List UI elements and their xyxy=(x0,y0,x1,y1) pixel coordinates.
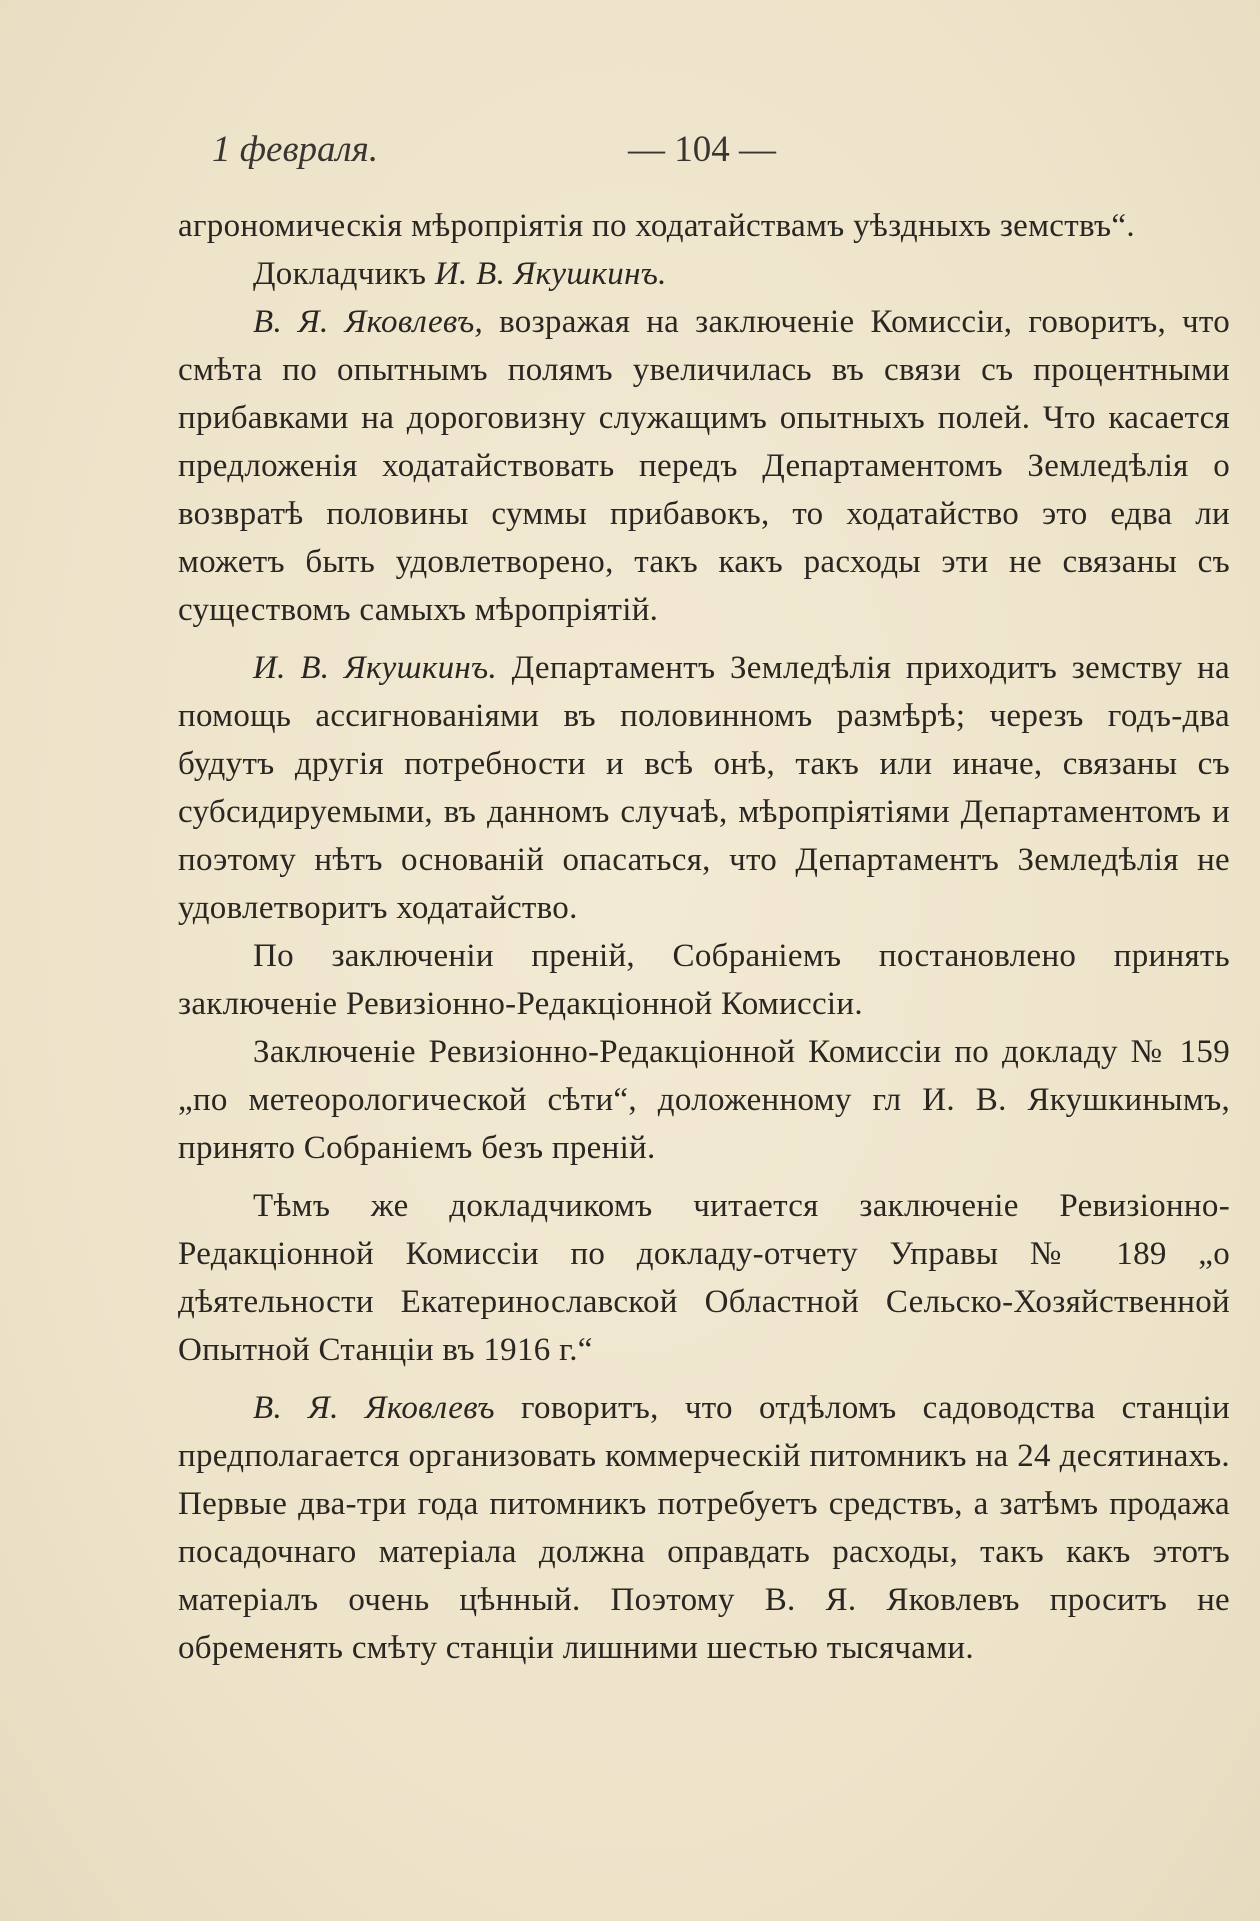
paragraph-reporter xyxy=(178,250,1230,298)
paragraph-text: агрономическія мѣропріятія по ходатайствамъ уѣздныхъ земствъ“. xyxy=(178,208,1135,244)
paragraph-text: возражая на заключеніе Комиссіи, говоритъ, что смѣта по опытнымъ полямъ увеличилась въ связи съ процентными прибавками на дороговизну служащимъ опытныхъ полей. Что касается предложенія ходатайствовать передъ Департаментомъ Земледѣлія о возвратѣ половины суммы прибавокъ, то ходатайство это едва ли можетъ быть удовлетворено, такъ какъ расходы эти не связаны съ существомъ самыхъ мѣропріятій. xyxy=(178,304,1230,628)
paragraph-text: По заключеніи преній, Собраніемъ постановлено принять заключеніе Ревизіонно-Редакціонной Комиссіи. xyxy=(178,938,1230,1022)
paragraph-text: говоритъ, что отдѣломъ садоводства станціи предполагается организовать коммерческій питомникъ на 24 десятинахъ. Первые два-три года питомникъ потребуетъ средствъ, а затѣмъ продажа посадочнаго матеріала должна оправдать расходы, такъ какъ этотъ матеріалъ очень цѣнный. Поэтому В. Я. Яковлевъ проситъ не обременять смѣту станціи лишними шестью тысячами. xyxy=(178,1390,1230,1666)
speaker-name: В. Я. Яковлевъ xyxy=(253,1390,495,1426)
paragraph-resolution xyxy=(178,932,1230,1028)
paragraph-reading xyxy=(178,1182,1230,1374)
speaker-name: И. В. Якушкинъ. xyxy=(253,650,498,686)
speaker-name: И. В. Якушкинъ. xyxy=(434,256,667,292)
page-header xyxy=(0,128,1260,178)
speaker-name: В. Я. Яковлевъ, xyxy=(253,304,484,340)
page-body xyxy=(178,202,1230,1672)
paragraph-speech xyxy=(178,1384,1230,1672)
page-number: — 104 — xyxy=(628,129,776,170)
paragraph-resolution xyxy=(178,1028,1230,1172)
paragraph-speech xyxy=(178,298,1230,634)
reporter-label: Докладчикъ xyxy=(253,256,427,292)
paragraph-text: Тѣмъ же докладчикомъ читается заключеніе Ревизіонно-Редакціонной Комиссіи по докладу-отчету Управы № 189 „о дѣятельности Екатеринославской Областной Сельско-Хозяйственной Опытной Станціи въ 1916 г.“ xyxy=(178,1188,1230,1368)
page-date: 1 февраля. xyxy=(212,129,379,170)
paragraph-speech xyxy=(178,644,1230,932)
paragraph-text: Департаментъ Земледѣлія приходитъ земству на помощь ассигнованіями въ половинномъ размѣрѣ; черезъ годъ-два будутъ другія потребности и всѣ онѣ, такъ или иначе, связаны съ субсидируемыми, въ данномъ случаѣ, мѣропріятіями Департаментомъ и поэтому нѣтъ основаній опасаться, что Департаментъ Земледѣлія не удовлетворитъ ходатайство. xyxy=(178,650,1230,926)
paragraph-continuation xyxy=(178,202,1230,250)
paragraph-text: Заключеніе Ревизіонно-Редакціонной Комиссіи по докладу № 159 „по метеорологической сѣти“, доложенному гл И. В. Якушкинымъ, принято Собраніемъ безъ преній. xyxy=(178,1034,1230,1166)
